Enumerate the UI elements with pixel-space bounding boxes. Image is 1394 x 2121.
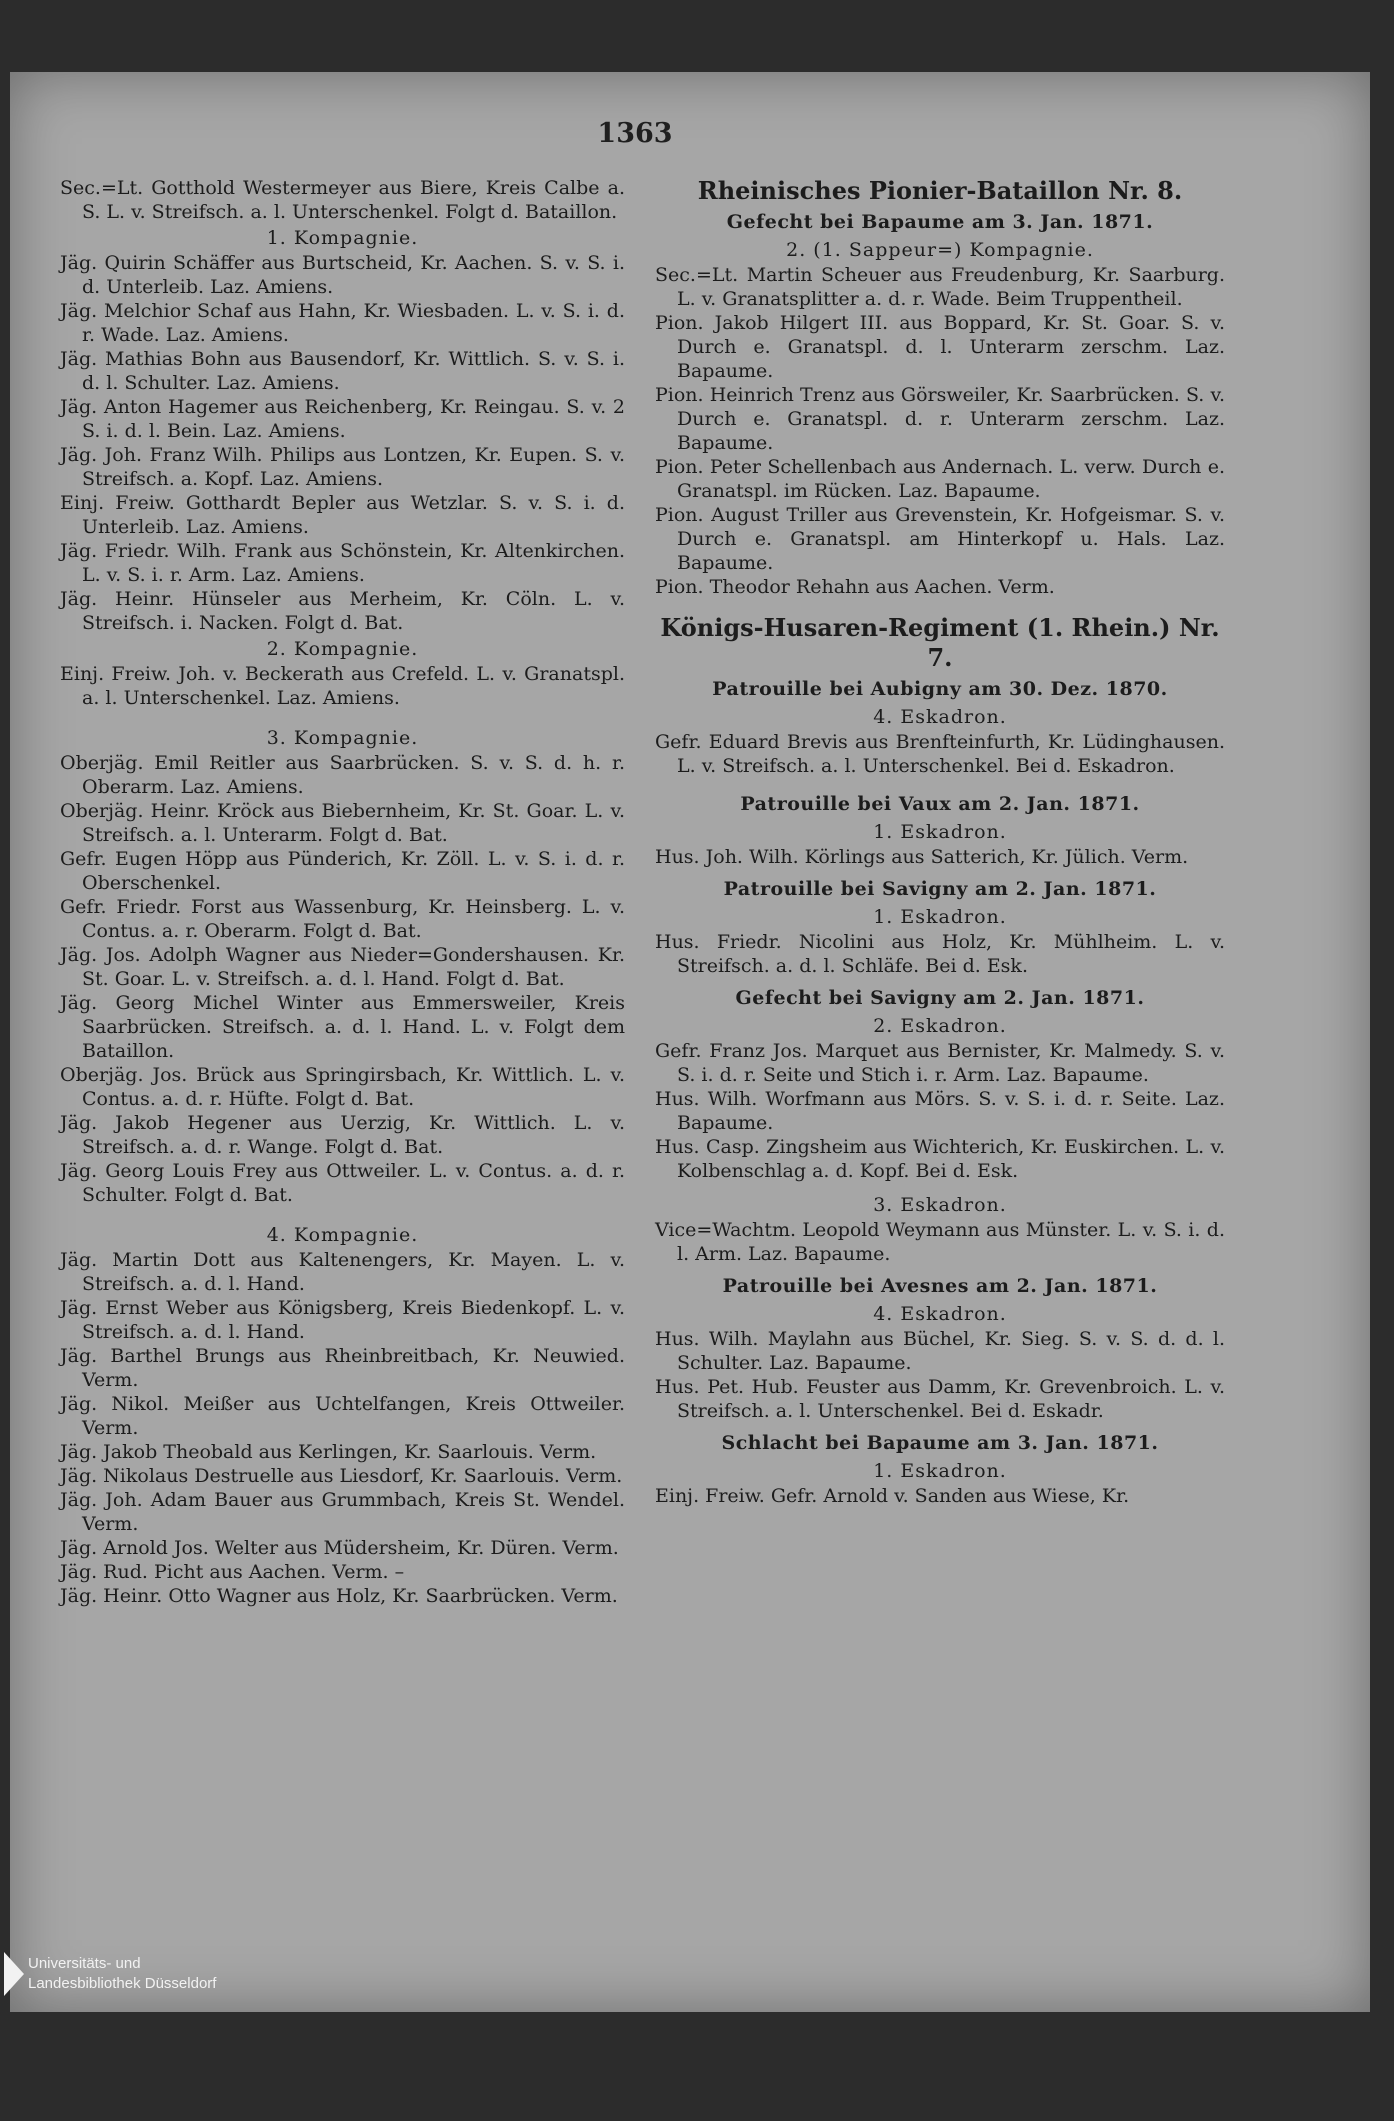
- casualty-entry: Jäg. Joh. Adam Bauer aus Grummbach, Kreis St. Wendel. Verm.: [60, 1489, 625, 1535]
- spacer: [655, 1266, 1225, 1274]
- casualty-entry: Jäg. Melchior Schaf aus Hahn, Kr. Wiesbaden. L. v. S. i. d. r. Wade. Laz. Amiens.: [60, 300, 625, 346]
- casualty-entry: Gefr. Franz Jos. Marquet aus Bernister, Kr. Malmedy. S. v. S. i. d. r. Seite und Stich i. r. Arm. Laz. Bapaume.: [655, 1040, 1225, 1086]
- casualty-entry: Sec.=Lt. Gotthold Westermeyer aus Biere, Kreis Calbe a. S. L. v. Streifsch. a. l. Unterschenkel. Folgt d. Bataillon.: [60, 177, 625, 223]
- company-heading: 2. (1. Sappeur=) Kompagnie.: [786, 239, 1094, 261]
- casualty-entry: Jäg. Rud. Picht aus Aachen. Verm. –: [60, 1561, 405, 1583]
- casualty-entry: Jäg. Quirin Schäffer aus Burtscheid, Kr. Aachen. S. v. S. i. d. Unterleib. Laz. Amiens.: [60, 252, 625, 298]
- casualty-entry: Einj. Freiw. Gotthardt Bepler aus Wetzlar. S. v. S. i. d. Unterleib. Laz. Amiens.: [60, 492, 625, 538]
- company-heading: 1. Kompagnie.: [266, 227, 419, 249]
- action-heading: Patrouille bei Savigny am 2. Jan. 1871.: [723, 878, 1157, 900]
- spacer: [655, 778, 1225, 792]
- right-column: [655, 176, 1225, 1508]
- casualty-entry: Jäg. Georg Louis Frey aus Ottweiler. L. v. Contus. a. d. r. Schulter. Folgt d. Bat.: [60, 1160, 625, 1206]
- company-heading: 2. Eskadron.: [873, 1015, 1007, 1037]
- casualty-entry: Jäg. Anton Hagemer aus Reichenberg, Kr. Reingau. S. v. 2 S. i. d. l. Bein. Laz. Amiens.: [60, 396, 625, 442]
- action-heading: Schlacht bei Bapaume am 3. Jan. 1871.: [721, 1432, 1159, 1454]
- action-heading: Gefecht bei Savigny am 2. Jan. 1871.: [735, 987, 1145, 1009]
- casualty-entry: Jäg. Friedr. Wilh. Frank aus Schönstein, Kr. Altenkirchen. L. v. S. i. r. Arm. Laz. Amiens.: [60, 540, 625, 586]
- company-heading: 1. Eskadron.: [873, 1460, 1007, 1482]
- action-heading: Patrouille bei Avesnes am 2. Jan. 1871.: [722, 1275, 1158, 1297]
- casualty-entry: Pion. August Triller aus Grevenstein, Kr. Hofgeismar. S. v. Durch e. Granatspl. am Hinterkopf u. Hals. Laz. Bapaume.: [655, 504, 1225, 574]
- action-heading: Gefecht bei Bapaume am 3. Jan. 1871.: [726, 211, 1154, 233]
- casualty-entry: Jäg. Jakob Theobald aus Kerlingen, Kr. Saarlouis. Verm.: [60, 1441, 597, 1463]
- casualty-entry: Jäg. Nikolaus Destruelle aus Liesdorf, Kr. Saarlouis. Verm.: [60, 1465, 623, 1487]
- regiment-heading: Rheinisches Pionier-Bataillon Nr. 8.: [697, 176, 1183, 205]
- company-heading: 4. Eskadron.: [873, 1303, 1007, 1325]
- casualty-entry: Hus. Friedr. Nicolini aus Holz, Kr. Mühlheim. L. v. Streifsch. a. d. l. Schläfe. Bei d. Esk.: [655, 931, 1225, 977]
- casualty-entry: Jäg. Ernst Weber aus Königsberg, Kreis Biedenkopf. L. v. Streifsch. a. d. l. Hand.: [60, 1297, 625, 1343]
- company-heading: 4. Kompagnie.: [266, 1224, 419, 1246]
- casualty-entry: Jäg. Jakob Hegener aus Uerzig, Kr. Wittlich. L. v. Streifsch. a. d. r. Wange. Folgt d. Bat.: [60, 1112, 625, 1158]
- action-heading: Patrouille bei Aubigny am 30. Dez. 1870.: [712, 678, 1168, 700]
- casualty-entry: Einj. Freiw. Gefr. Arnold v. Sanden aus Wiese, Kr.: [655, 1485, 1130, 1507]
- company-heading: 3. Kompagnie.: [266, 727, 419, 749]
- casualty-entry: Hus. Wilh. Maylahn aus Büchel, Kr. Sieg. S. v. S. d. d. l. Schulter. Laz. Bapaume.: [655, 1328, 1225, 1374]
- casualty-entry: Gefr. Eduard Brevis aus Brenfteinfurth, Kr. Lüdinghausen. L. v. Streifsch. a. l. Unterschenkel. Bei d. Eskadron.: [655, 731, 1225, 777]
- casualty-entry: Jäg. Barthel Brungs aus Rheinbreitbach, Kr. Neuwied. Verm.: [60, 1345, 625, 1391]
- spacer: [655, 599, 1225, 613]
- casualty-entry: Pion. Theodor Rehahn aus Aachen. Verm.: [655, 576, 1055, 598]
- casualty-entry: Jäg. Heinr. Hünseler aus Merheim, Kr. Cöln. L. v. Streifsch. i. Nacken. Folgt d. Bat.: [60, 588, 625, 634]
- left-column: [60, 176, 625, 1608]
- casualty-entry: Einj. Freiw. Joh. v. Beckerath aus Crefeld. L. v. Granatspl. a. l. Unterschenkel. Laz. Amiens.: [60, 663, 625, 709]
- spacer: [60, 710, 625, 724]
- casualty-entry: Jäg. Mathias Bohn aus Bausendorf, Kr. Wittlich. S. v. S. i. d. l. Schulter. Laz. Amiens.: [60, 348, 625, 394]
- company-heading: 4. Eskadron.: [873, 706, 1007, 728]
- casualty-entry: Jäg. Martin Dott aus Kaltenengers, Kr. Mayen. L. v. Streifsch. a. d. l. Hand.: [60, 1249, 625, 1295]
- casualty-entry: Hus. Pet. Hub. Feuster aus Damm, Kr. Grevenbroich. L. v. Streifsch. a. l. Unterschenkel. Bei d. Eskadr.: [655, 1376, 1225, 1422]
- company-heading: 2. Kompagnie.: [266, 638, 419, 660]
- spacer: [655, 869, 1225, 877]
- casualty-entry: Jäg. Jos. Adolph Wagner aus Nieder=Gondershausen. Kr. St. Goar. L. v. Streifsch. a. d. l. Hand. Folgt d. Bat.: [60, 944, 625, 990]
- casualty-entry: Jäg. Nikol. Meißer aus Uchtelfangen, Kreis Ottweiler. Verm.: [60, 1393, 625, 1439]
- library-logo: [0, 1952, 270, 2008]
- casualty-entry: Vice=Wachtm. Leopold Weymann aus Münster. L. v. S. i. d. l. Arm. Laz. Bapaume.: [655, 1219, 1225, 1265]
- casualty-entry: Jäg. Joh. Franz Wilh. Philips aus Lontzen, Kr. Eupen. S. v. Streifsch. a. Kopf. Laz. Amiens.: [60, 444, 625, 490]
- company-heading: 3. Eskadron.: [873, 1194, 1007, 1216]
- casualty-entry: Gefr. Eugen Höpp aus Pünderich, Kr. Zöll. L. v. S. i. d. r. Oberschenkel.: [60, 848, 625, 894]
- casualty-entry: Oberjäg. Heinr. Kröck aus Biebernheim, Kr. St. Goar. L. v. Streifsch. a. l. Unterarm. Folgt d. Bat.: [60, 800, 625, 846]
- casualty-entry: Sec.=Lt. Martin Scheuer aus Freudenburg, Kr. Saarburg. L. v. Granatsplitter a. d. r. Wade. Beim Truppentheil.: [655, 264, 1225, 310]
- casualty-entry: Hus. Casp. Zingsheim aus Wichterich, Kr. Euskirchen. L. v. Kolbenschlag a. d. Kopf. Bei d. Esk.: [655, 1136, 1225, 1182]
- casualty-entry: Hus. Joh. Wilh. Körlings aus Satterich, Kr. Jülich. Verm.: [655, 846, 1189, 868]
- company-heading: 1. Eskadron.: [873, 906, 1007, 928]
- casualty-entry: Hus. Wilh. Worfmann aus Mörs. S. v. S. i. d. r. Seite. Laz. Bapaume.: [655, 1088, 1225, 1134]
- logo-line-2: Landesbibliothek Düsseldorf: [28, 1975, 217, 1992]
- casualty-entry: Pion. Peter Schellenbach aus Andernach. L. verw. Durch e. Granatspl. im Rücken. Laz. Bapaume.: [655, 456, 1225, 502]
- company-heading: 1. Eskadron.: [873, 821, 1007, 843]
- casualty-entry: Jäg. Heinr. Otto Wagner aus Holz, Kr. Saarbrücken. Verm.: [60, 1585, 618, 1607]
- casualty-entry: Oberjäg. Emil Reitler aus Saarbrücken. S. v. S. d. h. r. Oberarm. Laz. Amiens.: [60, 752, 625, 798]
- casualty-entry: Gefr. Friedr. Forst aus Wassenburg, Kr. Heinsberg. L. v. Contus. a. r. Oberarm. Folgt d. Bat.: [60, 896, 625, 942]
- casualty-entry: Oberjäg. Jos. Brück aus Springirsbach, Kr. Wittlich. L. v. Contus. a. d. r. Hüfte. Folgt d. Bat.: [60, 1064, 625, 1110]
- regiment-heading: Königs-Husaren-Regiment (1. Rhein.) Nr. 7.: [660, 613, 1220, 672]
- casualty-entry: Jäg. Arnold Jos. Welter aus Müdersheim, Kr. Düren. Verm.: [60, 1537, 619, 1559]
- casualty-entry: Jäg. Georg Michel Winter aus Emmersweiler, Kreis Saarbrücken. Streifsch. a. d. l. Hand. L. v. Folgt dem Bataillon.: [60, 992, 625, 1062]
- spacer: [655, 978, 1225, 986]
- spacer: [655, 1183, 1225, 1191]
- spacer: [60, 1207, 625, 1221]
- spacer: [655, 1423, 1225, 1431]
- page-number: 1363: [597, 118, 673, 149]
- action-heading: Patrouille bei Vaux am 2. Jan. 1871.: [740, 793, 1140, 815]
- library-logo-icon: [4, 1952, 26, 1996]
- casualty-entry: Pion. Jakob Hilgert III. aus Boppard, Kr. St. Goar. S. v. Durch e. Granatspl. d. l. Unterarm zerschm. Laz. Bapaume.: [655, 312, 1225, 382]
- logo-line-1: Universitäts- und: [28, 1955, 141, 1972]
- casualty-entry: Pion. Heinrich Trenz aus Görsweiler, Kr. Saarbrücken. S. v. Durch e. Granatspl. d. r. Unterarm zerschm. Laz. Bapaume.: [655, 384, 1225, 454]
